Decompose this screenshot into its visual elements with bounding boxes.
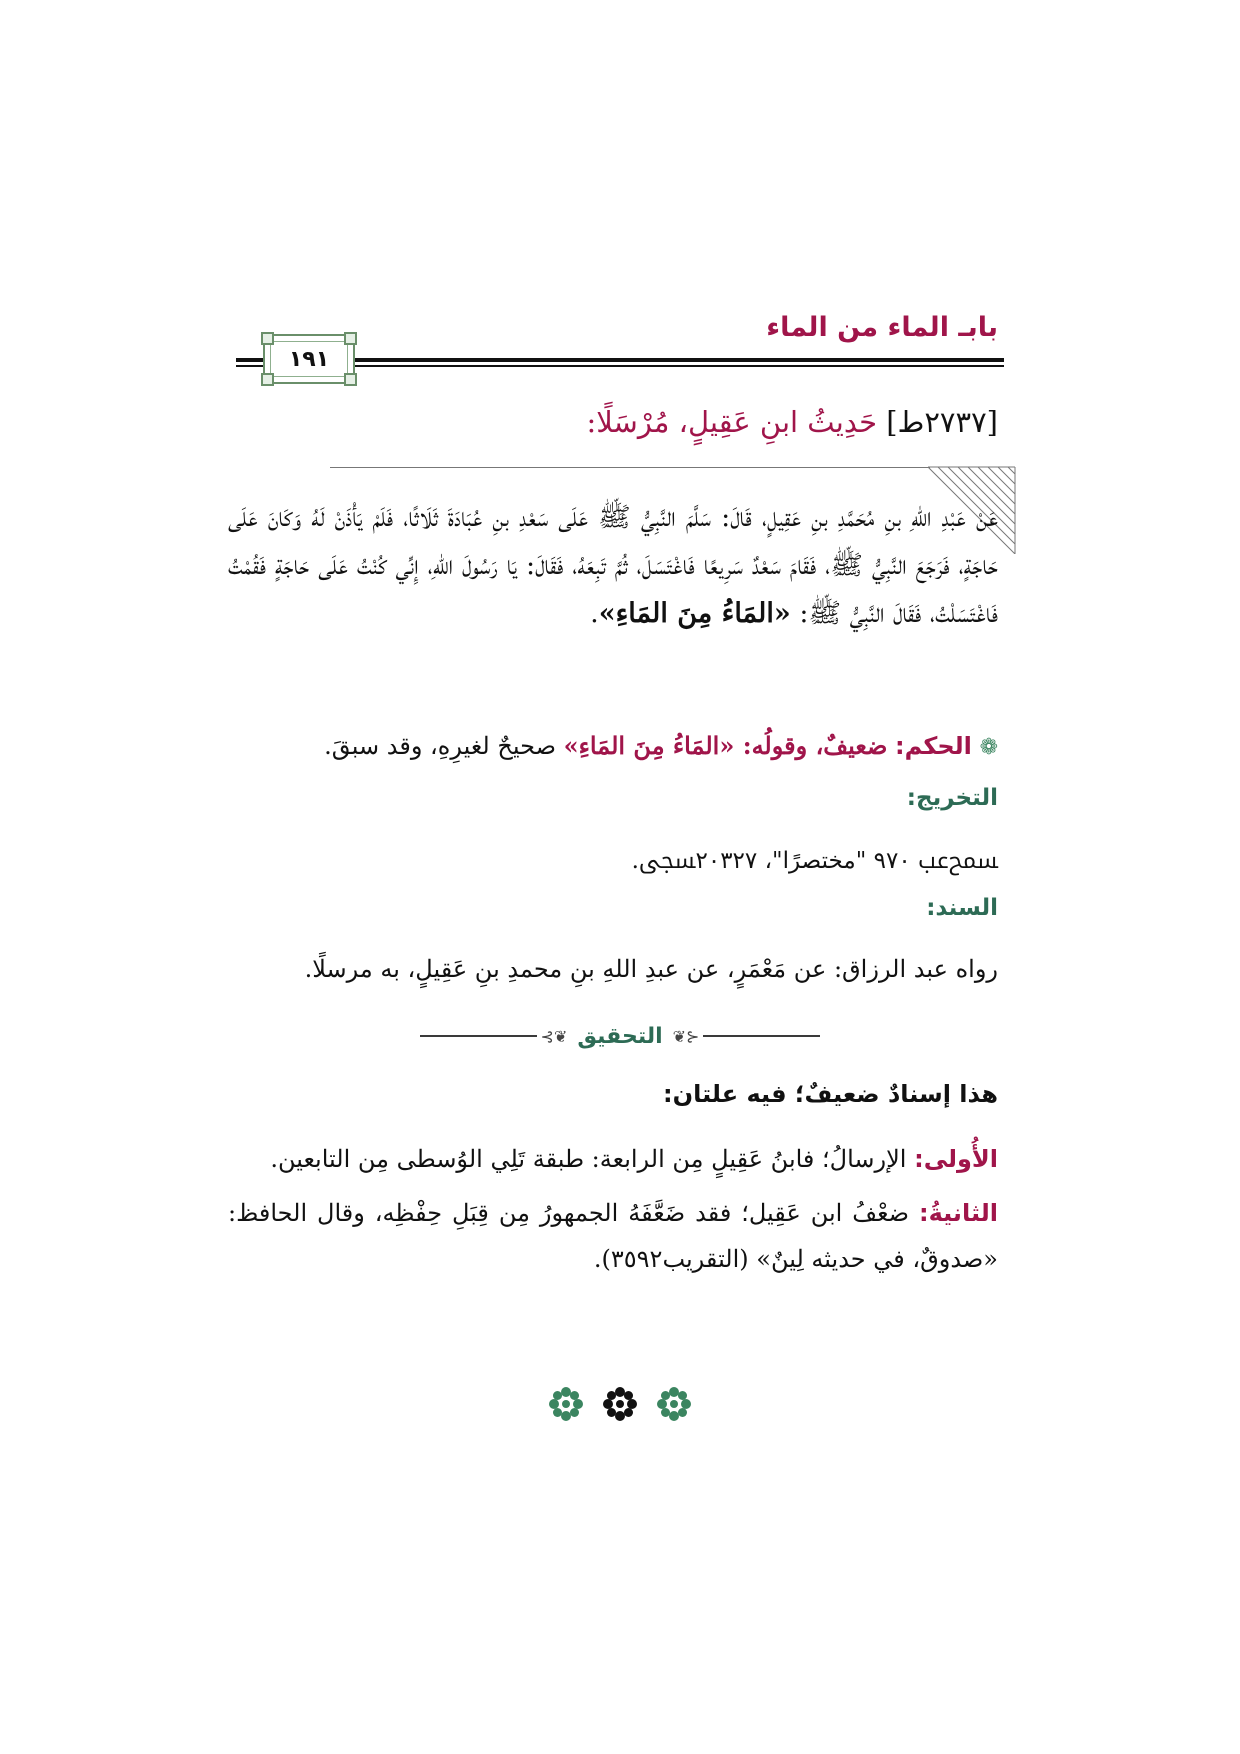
divider-line <box>420 1035 537 1037</box>
sanad-label: السند: <box>926 895 998 921</box>
footer-ornaments <box>520 1386 720 1422</box>
flower-icon <box>602 1386 638 1422</box>
hadith-text <box>228 494 998 638</box>
tahqiq-title: التحقيق <box>577 1023 663 1049</box>
flower-icon <box>656 1386 692 1422</box>
isnad-heading: هذا إسنادٌ ضعيفٌ؛ فيه علتان: <box>663 1080 998 1108</box>
divider-ornament-icon: ⊰❦ <box>672 1026 700 1046</box>
hadith-text-quote: «المَاءُ مِنَ المَاءِ» <box>598 598 791 629</box>
reason-second-text: ضعْفُ ابن عَقِيل؛ فقد ضَعَّفَهُ الجمهورُ مِن قِبَلِ حِفْظِه، وقال الحافظ: «صدوقٌ، في حديثه لِينٌ» (التقريب٣٥٩٢). <box>228 1199 998 1273</box>
flower-icon <box>548 1386 584 1422</box>
heading-underline <box>330 467 930 468</box>
page-number-frame <box>263 334 355 384</box>
hadith-text-end: . <box>590 598 599 629</box>
hadith-number: [٢٧٣٧ط] <box>886 405 998 439</box>
divider-line <box>703 1035 820 1037</box>
ruling-rest: صحيحٌ لغيرِهِ، وقد سبقَ. <box>324 732 564 760</box>
ruling-paragraph <box>228 726 998 768</box>
takhrij-reference: ﵟعب ٩٧٠ "مختصرًا"، ٢٠٣٢٧ﵞ. <box>631 848 998 874</box>
frame-corner-ornament <box>261 373 274 386</box>
chapter-title <box>766 312 998 344</box>
divider-ornament-icon: ❦⊱ <box>540 1026 568 1046</box>
hadith-title: حَدِيثُ ابنِ عَقِيلٍ، مُرْسَلًا: <box>586 405 877 439</box>
frame-corner-ornament <box>344 373 357 386</box>
tahqiq-divider <box>420 1018 820 1054</box>
flower-icon: ❁ <box>979 735 998 760</box>
ruling-value: ضعيفٌ، وقولُه: «المَاءُ مِنَ المَاءِ» <box>563 731 888 760</box>
frame-corner-ornament <box>261 332 274 345</box>
reason-first-label: الأُولى: <box>914 1145 998 1173</box>
reason-second <box>228 1190 998 1282</box>
sanad-text: رواه عبد الرزاق: عن مَعْمَرٍ، عن عبدِ اللهِ بنِ محمدِ بنِ عَقِيلٍ، به مرسلًا. <box>304 955 998 983</box>
reason-second-label: الثانيةُ: <box>918 1199 998 1227</box>
ruling-label: الحكم: <box>895 732 972 760</box>
reason-first <box>228 1136 998 1182</box>
hadith-heading <box>586 405 998 439</box>
reason-first-text: الإرسالُ؛ فابنُ عَقِيلٍ مِن الرابعة: طبقة تَلِي الوُسطى مِن التابعين. <box>270 1145 915 1173</box>
frame-corner-ornament <box>344 332 357 345</box>
chapter-title-text: بابـ الماء من الماء <box>766 312 998 343</box>
page-number: ١٩١ <box>288 346 330 372</box>
hadith-text-body: عَنْ عَبْدِ اللهِ بنِ مُحَمَّدِ بنِ عَقِيلٍ، قَالَ: سَلَّمَ النَّبِيُّ ﷺ عَلَى سَعْدِ بنِ عُبَادَةَ ثَلَاثًا، فَلَمْ يَأْذَنْ لَهُ وَكَانَ عَلَى حَاجَةٍ، فَرَجَعَ النَّبِيُّ ﷺ، فَقَامَ سَعْدٌ سَرِيعًا فَاغْتَسَلَ، ثُمَّ تَبِعَهُ، فَقَالَ: يَا رَسُولَ اللهِ، إِنِّي كُنْتُ عَلَى حَاجَةٍ فَقُمْتُ فَاغْتَسَلْتُ، فَقَالَ النَّبِيُّ ﷺ: <box>228 502 998 629</box>
takhrij-label: التخريج: <box>906 785 998 811</box>
